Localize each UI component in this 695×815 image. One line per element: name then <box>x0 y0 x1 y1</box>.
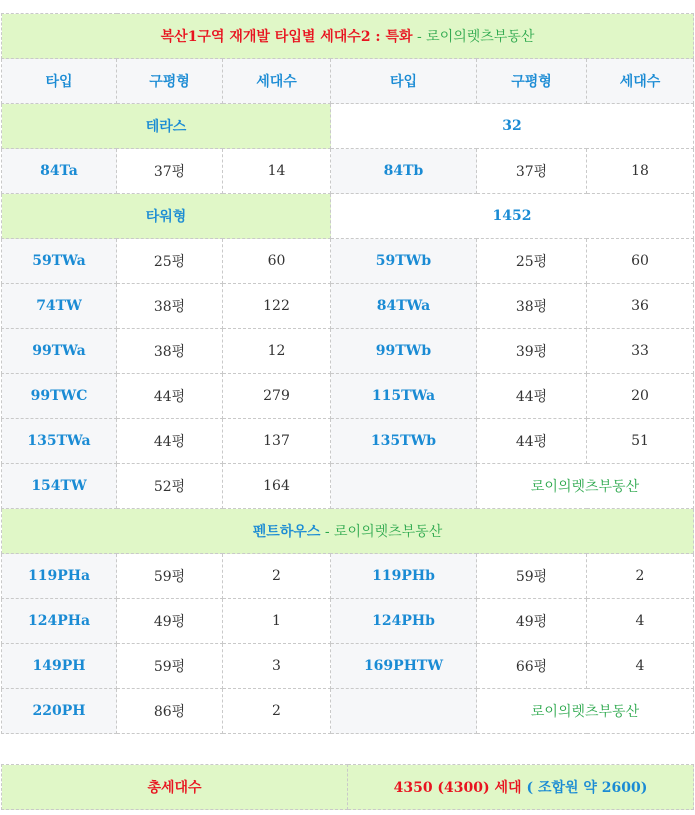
realtor-name: 로이의렛츠부동산 <box>334 524 443 540</box>
pyeong-cell: 44평 <box>477 419 587 464</box>
col-header-households: 세대수 <box>223 59 331 104</box>
table-row <box>2 284 694 329</box>
total-value: 4350 (4300) 세대 <box>393 780 522 796</box>
table-title: 복산1구역 재개발 타입별 세대수2 : 특화 - 로이의렛츠부동산 <box>2 14 694 59</box>
title-text: 복산1구역 재개발 타입별 세대수2 : 특화 <box>160 29 413 45</box>
col-header-type: 타입 <box>331 59 477 104</box>
table-row <box>2 689 694 734</box>
section-label: 펜트하우스 - 로이의렛츠부동산 <box>2 509 694 554</box>
households-cell: 36 <box>587 284 694 329</box>
total-row <box>2 765 694 810</box>
realtor-name: 로이의렛츠부동산 <box>477 464 694 509</box>
pyeong-cell: 25평 <box>117 239 223 284</box>
households-cell: 164 <box>223 464 331 509</box>
type-cell: 84Ta <box>2 149 117 194</box>
pyeong-cell: 37평 <box>117 149 223 194</box>
realtor-name: 로이의렛츠부동산 <box>426 29 535 45</box>
pyeong-cell: 66평 <box>477 644 587 689</box>
table-row <box>2 419 694 464</box>
households-cell: 122 <box>223 284 331 329</box>
total-table <box>1 764 694 810</box>
pyeong-cell: 38평 <box>477 284 587 329</box>
pyeong-cell: 49평 <box>117 599 223 644</box>
section-total: 32 <box>331 104 694 149</box>
type-cell: 149PH <box>2 644 117 689</box>
households-cell: 4 <box>587 599 694 644</box>
header-row <box>2 59 694 104</box>
type-cell: 169PHTW <box>331 644 477 689</box>
section-label: 테라스 <box>2 104 331 149</box>
households-cell: 3 <box>223 644 331 689</box>
households-cell: 12 <box>223 329 331 374</box>
pyeong-cell: 37평 <box>477 149 587 194</box>
section-row-tower <box>2 194 694 239</box>
households-cell: 4 <box>587 644 694 689</box>
col-header-type: 타입 <box>2 59 117 104</box>
type-cell: 74TW <box>2 284 117 329</box>
pyeong-cell: 38평 <box>117 284 223 329</box>
section-label: 타워형 <box>2 194 331 239</box>
type-cell: 84TWa <box>331 284 477 329</box>
type-cell: 154TW <box>2 464 117 509</box>
type-cell: 124PHa <box>2 599 117 644</box>
households-cell: 2 <box>223 554 331 599</box>
pyeong-cell: 39평 <box>477 329 587 374</box>
pyeong-cell: 86평 <box>117 689 223 734</box>
households-cell: 60 <box>223 239 331 284</box>
type-cell: 135TWa <box>2 419 117 464</box>
pyeong-cell: 44평 <box>117 419 223 464</box>
type-cell: 135TWb <box>331 419 477 464</box>
table-row <box>2 374 694 419</box>
col-header-pyeong: 구평형 <box>117 59 223 104</box>
pyeong-cell: 52평 <box>117 464 223 509</box>
type-cell: 220PH <box>2 689 117 734</box>
pyeong-cell: 44평 <box>117 374 223 419</box>
table-row <box>2 599 694 644</box>
households-cell: 137 <box>223 419 331 464</box>
type-cell: 119PHa <box>2 554 117 599</box>
col-header-households: 세대수 <box>587 59 694 104</box>
table-row <box>2 464 694 509</box>
households-table <box>1 13 694 734</box>
type-cell: 84Tb <box>331 149 477 194</box>
table-row <box>2 554 694 599</box>
households-cell: 2 <box>223 689 331 734</box>
pyeong-cell: 59평 <box>117 644 223 689</box>
type-cell: 99TWa <box>2 329 117 374</box>
households-cell: 2 <box>587 554 694 599</box>
type-cell: 115TWa <box>331 374 477 419</box>
table-row <box>2 149 694 194</box>
households-cell: 279 <box>223 374 331 419</box>
pyeong-cell: 49평 <box>477 599 587 644</box>
empty-cell <box>331 464 477 509</box>
table-row <box>2 239 694 284</box>
section-row-penthouse <box>2 509 694 554</box>
pyeong-cell: 59평 <box>477 554 587 599</box>
total-label: 총세대수 <box>2 765 348 810</box>
table-row <box>2 329 694 374</box>
pyeong-cell: 38평 <box>117 329 223 374</box>
table-row <box>2 644 694 689</box>
households-cell: 20 <box>587 374 694 419</box>
type-cell: 119PHb <box>331 554 477 599</box>
type-cell: 99TWC <box>2 374 117 419</box>
households-cell: 14 <box>223 149 331 194</box>
households-cell: 51 <box>587 419 694 464</box>
pyeong-cell: 25평 <box>477 239 587 284</box>
type-cell: 59TWa <box>2 239 117 284</box>
realtor-name: 로이의렛츠부동산 <box>477 689 694 734</box>
households-cell: 18 <box>587 149 694 194</box>
pyeong-cell: 59평 <box>117 554 223 599</box>
empty-cell <box>331 689 477 734</box>
union-members: 조합원 약 2600 <box>537 780 641 796</box>
households-cell: 60 <box>587 239 694 284</box>
section-total: 1452 <box>331 194 694 239</box>
pyeong-cell: 44평 <box>477 374 587 419</box>
type-cell: 59TWb <box>331 239 477 284</box>
col-header-pyeong: 구평형 <box>477 59 587 104</box>
households-cell: 1 <box>223 599 331 644</box>
section-row-terrace <box>2 104 694 149</box>
households-cell: 33 <box>587 329 694 374</box>
type-cell: 124PHb <box>331 599 477 644</box>
total-value-cell: 4350 (4300) 세대 ( 조합원 약 2600) <box>348 765 694 810</box>
type-cell: 99TWb <box>331 329 477 374</box>
